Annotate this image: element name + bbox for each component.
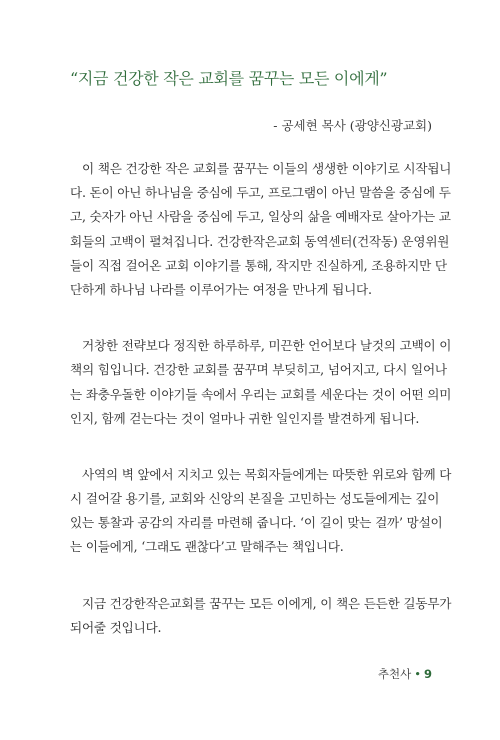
paragraph-3 [70, 463, 452, 560]
text-line: 회들의 고백이 펼쳐집니다. 건강한작은교회 동역센터(건작동) 운영위원 [70, 233, 450, 249]
text-line: 되어줄 것입니다. [70, 619, 162, 635]
recommendation-body [70, 157, 452, 672]
page-footer [378, 666, 432, 682]
text-line: 책의 힘입니다. 건강한 교회를 꿈꾸며 부딪히고, 넘어지고, 다시 일어나 [70, 362, 447, 378]
author-attribution: - 공세현 목사 (광양신광교회) [273, 118, 432, 133]
text-line: 는 이들에게, ‘그래도 괜찮다’고 말해주는 책입니다. [70, 539, 344, 555]
text-line: 들이 직접 걸어온 교회 이야기를 통해, 작지만 진실하게, 조용하지만 단 [70, 257, 447, 273]
text-line: 다. 돈이 아닌 하나님을 중심에 두고, 프로그램이 아닌 말씀을 중심에 두 [70, 185, 451, 201]
paragraph-2 [70, 334, 452, 431]
text-line: 고, 숫자가 아닌 사람을 중심에 두고, 일상의 삶을 예배자로 살아가는 교 [70, 209, 451, 225]
text-line: 사역의 벽 앞에서 지치고 있는 목회자들에게는 따뜻한 위로와 함께 다 [82, 466, 452, 482]
text-line: 는 좌충우돌한 이야기들 속에서 우리는 교회를 세운다는 것이 어떤 의미 [70, 386, 452, 402]
text-line: 이 책은 건강한 작은 교회를 꿈꾸는 이들의 생생한 이야기로 시작됩니 [82, 161, 452, 176]
section-label: 추천사 [377, 667, 412, 681]
paragraph-4 [70, 592, 452, 640]
paragraph-1 [70, 157, 452, 302]
separator-dot: • [414, 667, 421, 681]
text-line: 인지, 함께 걷는다는 것이 얼마나 귀한 일인지를 발견하게 됩니다. [70, 410, 420, 426]
page-number: 9 [423, 667, 432, 681]
text-line: 거창한 전략보다 정직한 하루하루, 미끈한 언어보다 날것의 고백이 이 [82, 338, 452, 354]
text-line: 시 걸어갈 용기를, 교회와 신앙의 본질을 고민하는 성도들에게는 깊이 [70, 491, 440, 507]
text-line: 지금 건강한작은교회를 꿈꾸는 모든 이에게, 이 책은 든든한 길동무가 [82, 595, 452, 611]
page-title: “지금 건강한 작은 교회를 꿈꾸는 모든 이에게” [70, 69, 388, 88]
text-line: 단하게 하나님 나라를 이루어가는 여정을 만나게 됩니다. [70, 281, 372, 297]
text-line: 있는 통찰과 공감의 자리를 마련해 줍니다. ‘이 길이 맞는 걸까’ 망설이 [70, 515, 443, 531]
